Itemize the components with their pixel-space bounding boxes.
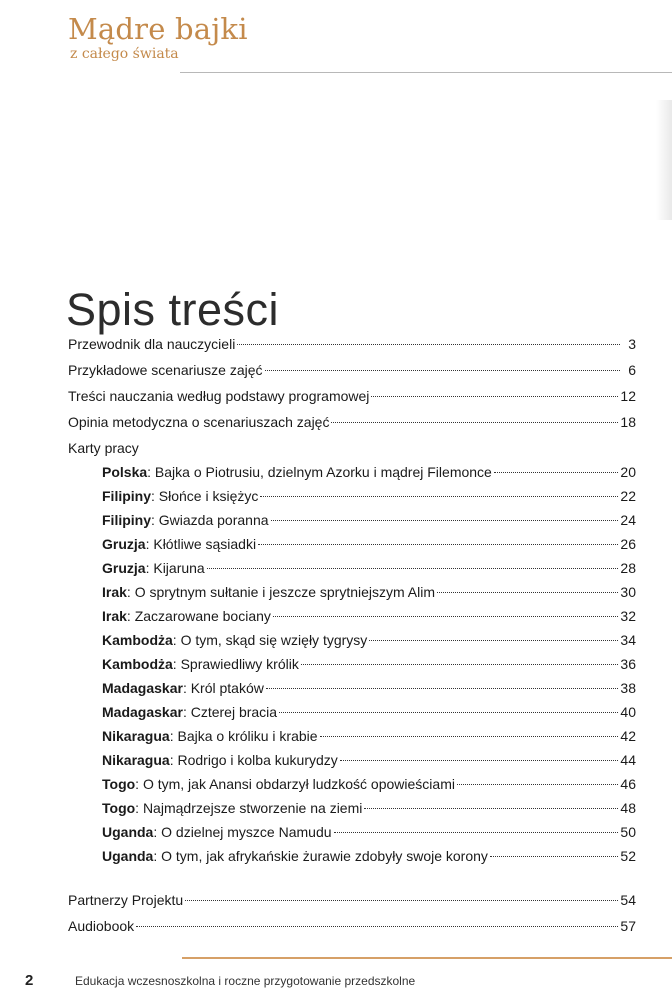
toc-top-section [68,332,636,434]
toc-entry-page: 34 [620,632,636,648]
toc-entry-country: Polska [102,464,148,480]
toc-entry-country: Nikaragua [102,728,170,744]
table-of-contents [68,330,636,938]
toc-worksheet-entry[interactable] [68,484,636,508]
footer-text: Edukacja wczesnoszkolna i roczne przygotowanie przedszkolne [75,974,416,988]
toc-entry-title: : Bajka o króliku i krabie [169,728,318,744]
toc-leader [265,370,620,371]
toc-worksheet-entry[interactable] [68,580,636,604]
toc-entry-country: Togo [102,800,136,816]
toc-entry-page: 20 [620,464,636,480]
toc-leader [437,592,618,593]
toc-entry-country: Togo [102,776,136,792]
page-title: Spis treści [66,284,280,336]
toc-entry-title: : O tym, jak Anansi obdarzył ludzkość opowieściami [135,776,455,792]
footer-divider [182,957,672,959]
toc-entry-page: 42 [620,728,636,744]
toc-entry-title: : Zaczarowane bociany [126,608,271,624]
toc-leader [279,712,618,713]
toc-entry-title: : Kłótliwe sąsiadki [145,536,257,552]
toc-entry-label: Treści nauczania według podstawy programowej [68,388,370,404]
toc-entry-country: Uganda [102,848,154,864]
toc-entry-country: Gruzja [102,560,146,576]
footer-page-number: 2 [25,972,34,989]
toc-entry-label: Audiobook [68,918,135,934]
toc-entry-title: : Bajka o Piotrusiu, dzielnym Azorku i mądrej Filemonce [147,464,492,480]
toc-leader [273,616,619,617]
toc-worksheet-entry[interactable] [68,700,636,724]
toc-leader [185,900,618,901]
toc-entry-page: 54 [620,892,636,908]
worksheets-heading-label: Karty pracy [68,440,139,456]
toc-entry-country: Kambodża [102,656,173,672]
toc-entry-label [102,556,205,580]
toc-entry-country: Nikaragua [102,752,170,768]
toc-leader [207,568,619,569]
toc-leader [457,784,618,785]
toc-entry[interactable] [68,384,636,408]
toc-entry-country: Irak [102,584,127,600]
toc-leader [364,808,618,809]
toc-entry-label [102,652,299,676]
toc-entry-page: 30 [620,584,636,600]
toc-entry[interactable] [68,358,636,382]
toc-leader [266,688,619,689]
toc-entry-label [102,460,492,484]
toc-leader [340,760,619,761]
toc-leader [494,472,619,473]
toc-entry-title: : O sprytnym sułtanie i jeszcze sprytniejszym Alim [126,584,436,600]
toc-entry-label [102,532,256,556]
toc-entry[interactable] [68,914,636,938]
toc-worksheet-entry[interactable] [68,796,636,820]
toc-entry[interactable] [68,888,636,912]
toc-entry-page: 50 [620,824,636,840]
toc-entry-label [102,748,338,772]
toc-leader [258,544,618,545]
toc-worksheet-entry[interactable] [68,628,636,652]
toc-worksheet-entry[interactable] [68,460,636,484]
toc-entry-title: : O dzielnej myszce Namudu [153,824,332,840]
toc-entry-title: : Słońce i księżyc [151,488,259,504]
toc-entry-page: 44 [620,752,636,768]
toc-leader [490,856,619,857]
toc-entry-page: 28 [620,560,636,576]
toc-worksheet-entry[interactable] [68,844,636,868]
toc-worksheets-list [68,460,636,868]
toc-entry-page: 6 [628,362,636,378]
toc-entry-page: 46 [620,776,636,792]
toc-entry-title: : Rodrigo i kolba kukurydzy [169,752,338,768]
toc-worksheet-entry[interactable] [68,772,636,796]
toc-leader [260,496,618,497]
toc-entry-label [102,508,269,532]
toc-worksheet-entry[interactable] [68,604,636,628]
toc-entry-page: 12 [620,388,636,404]
toc-entry-label: Przewodnik dla nauczycieli [68,336,236,352]
toc-entry-label [102,580,435,604]
toc-entry-label [102,484,258,508]
brand-logo [68,12,248,62]
toc-entry-page: 57 [620,918,636,934]
toc-entry-title: : Najmądrzejsze stworzenie na ziemi [135,800,363,816]
toc-leader [331,422,618,423]
toc-worksheet-entry[interactable] [68,652,636,676]
toc-entry-title: : O tym, skąd się wzięły tygrysy [172,632,368,648]
brand-subtitle: z całego świata [70,46,179,62]
toc-entry-label [102,820,332,844]
toc-worksheet-entry[interactable] [68,724,636,748]
toc-leader [371,396,618,397]
toc-leader [136,926,618,927]
toc-entry-page: 22 [620,488,636,504]
toc-entry-page: 18 [620,414,636,430]
toc-leader [237,344,620,345]
header-divider [180,72,672,73]
toc-leader [320,736,619,737]
toc-entry-page: 24 [620,512,636,528]
toc-worksheet-entry[interactable] [68,532,636,556]
toc-entry-label [102,724,318,748]
toc-worksheet-entry[interactable] [68,748,636,772]
toc-leader [271,520,619,521]
toc-entry-title: : Gwiazda poranna [151,512,269,528]
toc-entry[interactable] [68,410,636,434]
toc-entry-country: Irak [102,608,127,624]
toc-entry-page: 32 [620,608,636,624]
toc-entry-label [102,796,362,820]
brand-title: Mądre bajki [68,12,248,46]
toc-leader [369,640,618,641]
toc-entry-label [102,844,488,868]
toc-entry-title: : O tym, jak afrykańskie żurawie zdobyły swoje korony [153,848,488,864]
toc-entry-country: Gruzja [102,536,146,552]
toc-entry-page: 52 [620,848,636,864]
toc-entry-page: 3 [628,336,636,352]
toc-worksheet-entry[interactable] [68,820,636,844]
toc-entry-label [102,676,264,700]
toc-entry-page: 26 [620,536,636,552]
toc-entry-country: Uganda [102,824,154,840]
toc-leader [301,664,619,665]
toc-entry-label: Partnerzy Projektu [68,892,184,908]
toc-entry-page: 36 [620,656,636,672]
toc-entry-title: : Kijaruna [145,560,205,576]
toc-entry-label: Przykładowe scenariusze zajęć [68,362,263,378]
toc-entry-country: Filipiny [102,488,151,504]
toc-worksheet-entry[interactable] [68,556,636,580]
toc-leader [334,832,619,833]
toc-entry-page: 40 [620,704,636,720]
toc-entry-country: Madagaskar [102,680,183,696]
toc-entry-title: : Czterej bracia [182,704,278,720]
toc-entry[interactable] [68,332,636,356]
toc-entry-label: Opinia metodyczna o scenariuszach zajęć [68,414,330,430]
toc-entry-country: Kambodża [102,632,173,648]
toc-entry-label [102,772,455,796]
toc-entry-label [102,700,277,724]
toc-entry-title: : Król ptaków [182,680,264,696]
toc-entry-title: : Sprawiedliwy królik [172,656,299,672]
toc-bottom-section [68,888,636,938]
page-edge-shadow [656,100,672,220]
toc-entry-country: Filipiny [102,512,151,528]
toc-entry-label [102,628,367,652]
toc-entry-label [102,604,271,628]
toc-entry-page: 48 [620,800,636,816]
toc-entry-page: 38 [620,680,636,696]
toc-worksheets-heading [68,436,636,460]
toc-worksheet-entry[interactable] [68,676,636,700]
toc-entry-country: Madagaskar [102,704,183,720]
toc-worksheet-entry[interactable] [68,508,636,532]
